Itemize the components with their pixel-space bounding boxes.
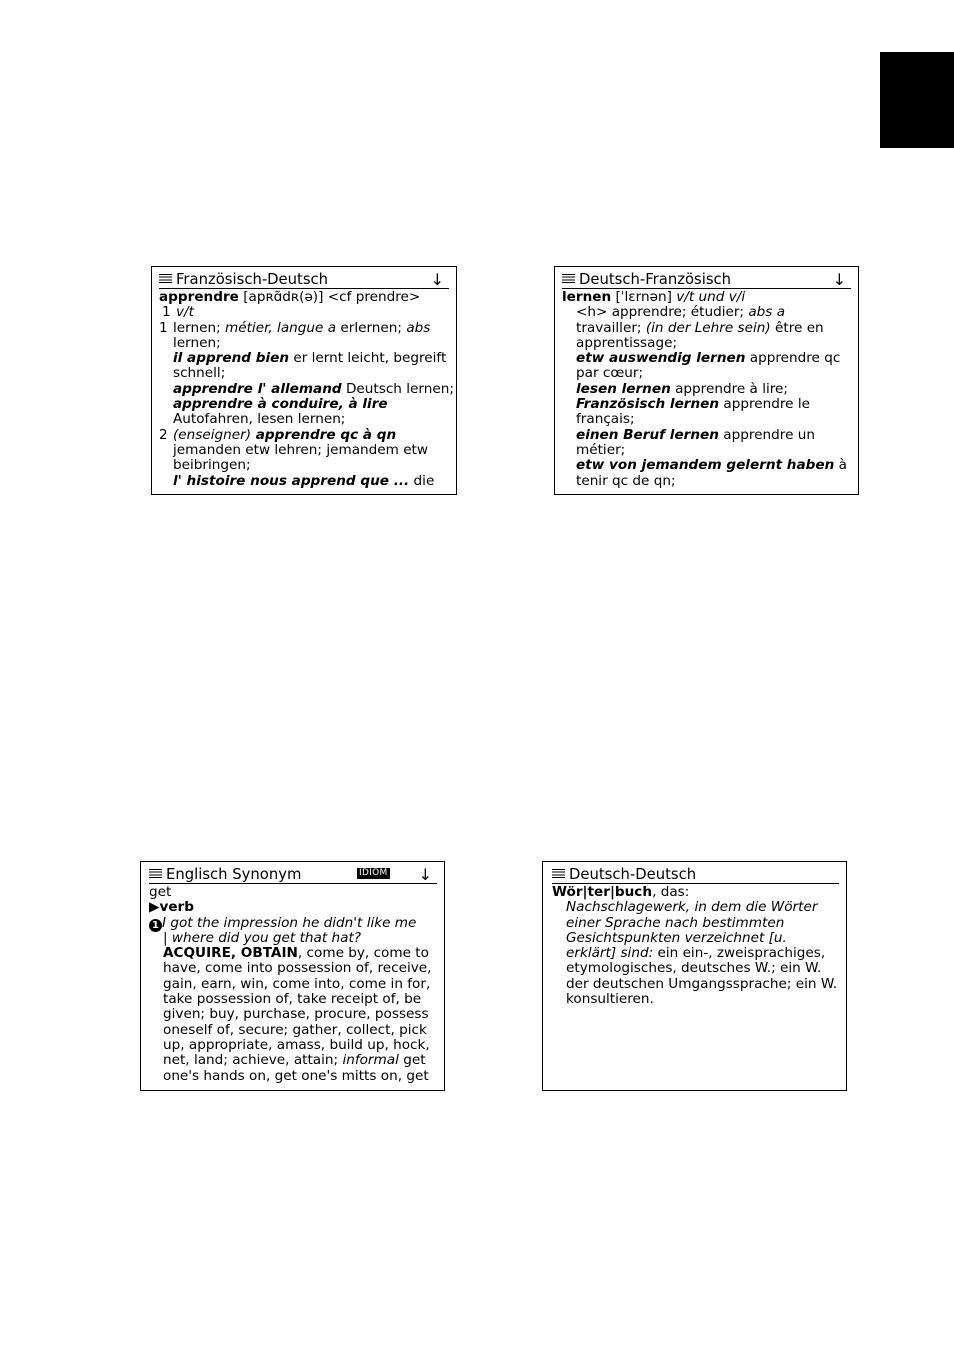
part-of-speech: v/t und v/i xyxy=(676,289,746,305)
dictionary-title: Französisch-Deutsch xyxy=(176,271,329,288)
menu-bars-icon xyxy=(552,869,565,880)
menu-bars-icon xyxy=(159,274,172,285)
scroll-down-arrow-icon[interactable]: ↓ xyxy=(418,865,432,884)
idiom-badge[interactable]: IDIOM xyxy=(359,868,388,878)
screen-header xyxy=(552,866,839,884)
screen-header xyxy=(159,271,449,289)
entry-headline: Wör|ter|buch, das: xyxy=(552,884,690,900)
part-of-speech: v/t xyxy=(176,304,194,321)
scroll-down-arrow-icon[interactable]: ↓ xyxy=(430,270,444,289)
sense-number-badge: 1 xyxy=(149,919,162,932)
screen-deutsch-deutsch: Deutsch-Deutsch Wör|ter|buch, das: Nachschlagewerk, in dem die Wörter einer Sprache nach bestimmten Gesichtspunkten verzeichnet [u. erklärt] sind: ein ein-, zweisprachiges, etymologisches, deutsches W.; ein W. der deutschen Umgangssprache; ein W. konsultieren. xyxy=(542,861,847,1091)
part-of-speech: verb xyxy=(159,899,194,916)
dictionary-title: Deutsch-Französisch xyxy=(579,271,732,288)
menu-bars-icon xyxy=(149,869,162,880)
pronunciation: [apʀɑ̃dʀ(ə)] xyxy=(238,289,328,305)
chapter-tab-marker xyxy=(880,52,954,148)
cross-reference: <cf prendre> xyxy=(327,289,421,305)
headword: apprendre xyxy=(159,289,239,305)
dictionary-title: Deutsch-Deutsch xyxy=(569,866,697,883)
screen-header xyxy=(149,866,437,884)
screen-franzoesisch-deutsch: Französisch-Deutsch ↓ apprendre [apʀɑ̃dʀ(ə)] <cf prendre> 1 v/t 1 lernen; métier, langue a erlernen; abs lernen; il apprend bien er lernt leicht, begreift schnell; apprendre l' allemand Deutsch lernen; apprendre à conduire, à lire Autofahren, lesen lernen; 2 (enseigner) apprendre qc à qn jemanden etw lehren; jemandem etw beibringen; l' histoire nous apprend que ... die xyxy=(151,266,457,495)
headword: get xyxy=(149,884,172,900)
dictionary-title: Englisch Synonym xyxy=(166,866,302,883)
screen-deutsch-franzoesisch: Deutsch-Französisch ↓ lernen [ˈlɛrnən] v/t und v/i <h> apprendre; étudier; abs a travailler; (in der Lehre sein) être en apprentissage; etw auswendig lernen apprendre qc par cœur; lesen lernen apprendre à lire; Französisch lernen apprendre le français; einen Beruf lernen apprendre un métier; etw von jemandem gelernt haben à tenir qc de qn; xyxy=(554,266,859,495)
screen-header xyxy=(562,271,851,289)
pronunciation: [ˈlɛrnən] xyxy=(611,289,677,305)
scroll-down-arrow-icon[interactable]: ↓ xyxy=(832,270,846,289)
menu-bars-icon xyxy=(562,274,575,285)
headword: Wör|ter|buch xyxy=(552,884,653,900)
headword: lernen xyxy=(562,289,612,305)
pos-marker-icon: ▶ xyxy=(149,899,160,916)
screen-englisch-synonym: Englisch Synonym IDIOM ↓ get ▶verb 1 I got the impression he didn't like me | where did you get that hat? ACQUIRE, OBTAIN, come by, come to have, come into possession of, receive, gain, earn, win, come into, come in for, take possession of, take receipt of, be given; buy, purchase, procure, possess oneself of, secure; gather, collect, pick up, appropriate, amass, build up, hock, net, land; achieve, attain; informal get one's hands on, get one's mitts on, get xyxy=(140,861,445,1091)
entry-headline xyxy=(562,290,851,305)
entry-headline xyxy=(159,290,449,305)
